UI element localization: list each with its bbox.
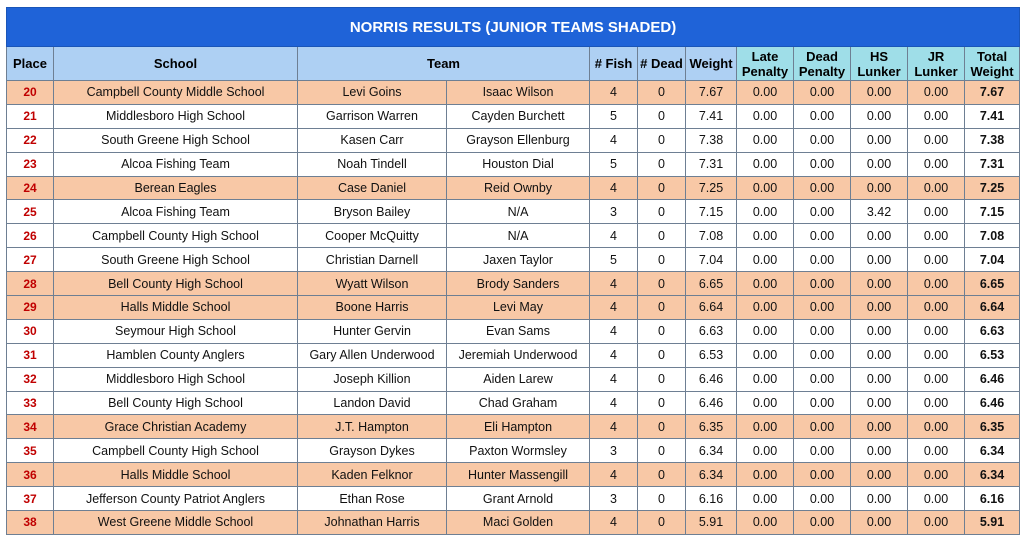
dead-penalty-cell: 0.00 bbox=[794, 463, 851, 487]
angler-2-cell: Paxton Wormsley bbox=[447, 439, 590, 463]
jr-lunker-cell: 0.00 bbox=[908, 81, 965, 105]
weight-cell: 7.15 bbox=[686, 200, 737, 224]
school-cell: Jefferson County Patriot Anglers bbox=[54, 487, 298, 511]
header-place: Place bbox=[7, 47, 54, 81]
place-cell: 21 bbox=[7, 104, 54, 128]
place-cell: 33 bbox=[7, 391, 54, 415]
hs-lunker-cell: 0.00 bbox=[851, 439, 908, 463]
place-cell: 36 bbox=[7, 463, 54, 487]
fish-count-cell: 4 bbox=[590, 319, 638, 343]
late-penalty-cell: 0.00 bbox=[737, 391, 794, 415]
dead-penalty-cell: 0.00 bbox=[794, 343, 851, 367]
total-weight-cell: 7.08 bbox=[965, 224, 1020, 248]
header-dead: # Dead bbox=[638, 47, 686, 81]
jr-lunker-cell: 0.00 bbox=[908, 272, 965, 296]
total-weight-cell: 7.31 bbox=[965, 152, 1020, 176]
weight-cell: 6.64 bbox=[686, 296, 737, 320]
fish-count-cell: 4 bbox=[590, 272, 638, 296]
weight-cell: 6.53 bbox=[686, 343, 737, 367]
late-penalty-cell: 0.00 bbox=[737, 176, 794, 200]
dead-penalty-cell: 0.00 bbox=[794, 511, 851, 535]
table-row bbox=[7, 439, 1020, 463]
place-cell: 29 bbox=[7, 296, 54, 320]
angler-2-cell: N/A bbox=[447, 224, 590, 248]
header-dead-penalty-line2: Penalty bbox=[798, 63, 846, 79]
hs-lunker-cell: 0.00 bbox=[851, 128, 908, 152]
angler-2-cell: Brody Sanders bbox=[447, 272, 590, 296]
header-total-weight-line2: Weight bbox=[970, 63, 1014, 79]
dead-penalty-cell: 0.00 bbox=[794, 367, 851, 391]
weight-cell: 7.31 bbox=[686, 152, 737, 176]
angler-1-cell: Kaden Felknor bbox=[298, 463, 447, 487]
school-cell: Campbell County High School bbox=[54, 439, 298, 463]
place-cell: 24 bbox=[7, 176, 54, 200]
header-hs-lunker-line2: Lunker bbox=[857, 63, 901, 79]
table-row bbox=[7, 200, 1020, 224]
jr-lunker-cell: 0.00 bbox=[908, 224, 965, 248]
dead-count-cell: 0 bbox=[638, 81, 686, 105]
results-body bbox=[7, 81, 1020, 535]
fish-count-cell: 4 bbox=[590, 511, 638, 535]
weight-cell: 6.46 bbox=[686, 391, 737, 415]
dead-penalty-cell: 0.00 bbox=[794, 487, 851, 511]
total-weight-cell: 6.63 bbox=[965, 319, 1020, 343]
dead-penalty-cell: 0.00 bbox=[794, 391, 851, 415]
angler-2-cell: Grant Arnold bbox=[447, 487, 590, 511]
jr-lunker-cell: 0.00 bbox=[908, 319, 965, 343]
school-cell: Grace Christian Academy bbox=[54, 415, 298, 439]
hs-lunker-cell: 0.00 bbox=[851, 104, 908, 128]
table-row bbox=[7, 152, 1020, 176]
dead-penalty-cell: 0.00 bbox=[794, 81, 851, 105]
dead-penalty-cell: 0.00 bbox=[794, 176, 851, 200]
late-penalty-cell: 0.00 bbox=[737, 224, 794, 248]
jr-lunker-cell: 0.00 bbox=[908, 511, 965, 535]
total-weight-cell: 6.34 bbox=[965, 463, 1020, 487]
header-jr-lunker bbox=[908, 47, 965, 81]
late-penalty-cell: 0.00 bbox=[737, 200, 794, 224]
fish-count-cell: 4 bbox=[590, 415, 638, 439]
header-dead-penalty-line1: Dead bbox=[806, 48, 838, 64]
angler-2-cell: Levi May bbox=[447, 296, 590, 320]
jr-lunker-cell: 0.00 bbox=[908, 439, 965, 463]
angler-1-cell: Ethan Rose bbox=[298, 487, 447, 511]
place-cell: 38 bbox=[7, 511, 54, 535]
table-row bbox=[7, 272, 1020, 296]
angler-1-cell: Bryson Bailey bbox=[298, 200, 447, 224]
angler-1-cell: Boone Harris bbox=[298, 296, 447, 320]
dead-count-cell: 0 bbox=[638, 248, 686, 272]
hs-lunker-cell: 0.00 bbox=[851, 272, 908, 296]
dead-penalty-cell: 0.00 bbox=[794, 128, 851, 152]
angler-1-cell: Cooper McQuitty bbox=[298, 224, 447, 248]
table-row bbox=[7, 391, 1020, 415]
fish-count-cell: 5 bbox=[590, 248, 638, 272]
jr-lunker-cell: 0.00 bbox=[908, 296, 965, 320]
dead-penalty-cell: 0.00 bbox=[794, 104, 851, 128]
late-penalty-cell: 0.00 bbox=[737, 367, 794, 391]
fish-count-cell: 3 bbox=[590, 487, 638, 511]
jr-lunker-cell: 0.00 bbox=[908, 415, 965, 439]
fish-count-cell: 4 bbox=[590, 391, 638, 415]
dead-penalty-cell: 0.00 bbox=[794, 415, 851, 439]
school-cell: Bell County High School bbox=[54, 391, 298, 415]
header-school: School bbox=[54, 47, 298, 81]
angler-1-cell: Wyatt Wilson bbox=[298, 272, 447, 296]
dead-count-cell: 0 bbox=[638, 415, 686, 439]
school-cell: Hamblen County Anglers bbox=[54, 343, 298, 367]
angler-2-cell: Cayden Burchett bbox=[447, 104, 590, 128]
angler-1-cell: Hunter Gervin bbox=[298, 319, 447, 343]
hs-lunker-cell: 0.00 bbox=[851, 319, 908, 343]
angler-1-cell: Kasen Carr bbox=[298, 128, 447, 152]
fish-count-cell: 5 bbox=[590, 152, 638, 176]
late-penalty-cell: 0.00 bbox=[737, 248, 794, 272]
angler-1-cell: J.T. Hampton bbox=[298, 415, 447, 439]
fish-count-cell: 4 bbox=[590, 367, 638, 391]
hs-lunker-cell: 0.00 bbox=[851, 248, 908, 272]
angler-2-cell: N/A bbox=[447, 200, 590, 224]
school-cell: Alcoa Fishing Team bbox=[54, 200, 298, 224]
table-row bbox=[7, 463, 1020, 487]
jr-lunker-cell: 0.00 bbox=[908, 176, 965, 200]
jr-lunker-cell: 0.00 bbox=[908, 367, 965, 391]
table-row bbox=[7, 367, 1020, 391]
hs-lunker-cell: 0.00 bbox=[851, 176, 908, 200]
total-weight-cell: 7.25 bbox=[965, 176, 1020, 200]
header-hs-lunker-line1: HS bbox=[869, 48, 889, 64]
late-penalty-cell: 0.00 bbox=[737, 81, 794, 105]
total-weight-cell: 7.38 bbox=[965, 128, 1020, 152]
hs-lunker-cell: 3.42 bbox=[851, 200, 908, 224]
total-weight-cell: 7.15 bbox=[965, 200, 1020, 224]
angler-2-cell: Jeremiah Underwood bbox=[447, 343, 590, 367]
dead-count-cell: 0 bbox=[638, 296, 686, 320]
fish-count-cell: 3 bbox=[590, 200, 638, 224]
header-jr-lunker-line2: Lunker bbox=[914, 63, 958, 79]
total-weight-cell: 7.04 bbox=[965, 248, 1020, 272]
jr-lunker-cell: 0.00 bbox=[908, 463, 965, 487]
table-row bbox=[7, 511, 1020, 535]
school-cell: Alcoa Fishing Team bbox=[54, 152, 298, 176]
school-cell: Berean Eagles bbox=[54, 176, 298, 200]
angler-1-cell: Christian Darnell bbox=[298, 248, 447, 272]
late-penalty-cell: 0.00 bbox=[737, 511, 794, 535]
dead-count-cell: 0 bbox=[638, 128, 686, 152]
weight-cell: 6.34 bbox=[686, 463, 737, 487]
school-cell: Campbell County Middle School bbox=[54, 81, 298, 105]
dead-count-cell: 0 bbox=[638, 272, 686, 296]
late-penalty-cell: 0.00 bbox=[737, 104, 794, 128]
weight-cell: 6.34 bbox=[686, 439, 737, 463]
dead-penalty-cell: 0.00 bbox=[794, 439, 851, 463]
dead-count-cell: 0 bbox=[638, 152, 686, 176]
late-penalty-cell: 0.00 bbox=[737, 296, 794, 320]
header-late-penalty-line1: Late bbox=[751, 48, 779, 64]
late-penalty-cell: 0.00 bbox=[737, 463, 794, 487]
place-cell: 31 bbox=[7, 343, 54, 367]
angler-2-cell: Jaxen Taylor bbox=[447, 248, 590, 272]
hs-lunker-cell: 0.00 bbox=[851, 391, 908, 415]
weight-cell: 7.08 bbox=[686, 224, 737, 248]
table-row bbox=[7, 81, 1020, 105]
dead-count-cell: 0 bbox=[638, 439, 686, 463]
table-row bbox=[7, 319, 1020, 343]
jr-lunker-cell: 0.00 bbox=[908, 104, 965, 128]
place-cell: 35 bbox=[7, 439, 54, 463]
header-fish: # Fish bbox=[590, 47, 638, 81]
dead-penalty-cell: 0.00 bbox=[794, 200, 851, 224]
total-weight-cell: 6.46 bbox=[965, 367, 1020, 391]
dead-penalty-cell: 0.00 bbox=[794, 224, 851, 248]
angler-2-cell: Isaac Wilson bbox=[447, 81, 590, 105]
header-weight: Weight bbox=[686, 47, 737, 81]
table-row bbox=[7, 415, 1020, 439]
angler-1-cell: Gary Allen Underwood bbox=[298, 343, 447, 367]
dead-count-cell: 0 bbox=[638, 391, 686, 415]
weight-cell: 5.91 bbox=[686, 511, 737, 535]
dead-penalty-cell: 0.00 bbox=[794, 296, 851, 320]
angler-1-cell: Grayson Dykes bbox=[298, 439, 447, 463]
angler-2-cell: Houston Dial bbox=[447, 152, 590, 176]
table-row bbox=[7, 104, 1020, 128]
angler-1-cell: Noah Tindell bbox=[298, 152, 447, 176]
dead-penalty-cell: 0.00 bbox=[794, 319, 851, 343]
fish-count-cell: 4 bbox=[590, 81, 638, 105]
dead-count-cell: 0 bbox=[638, 487, 686, 511]
hs-lunker-cell: 0.00 bbox=[851, 511, 908, 535]
late-penalty-cell: 0.00 bbox=[737, 415, 794, 439]
angler-2-cell: Hunter Massengill bbox=[447, 463, 590, 487]
fish-count-cell: 4 bbox=[590, 343, 638, 367]
late-penalty-cell: 0.00 bbox=[737, 128, 794, 152]
header-late-penalty bbox=[737, 47, 794, 81]
late-penalty-cell: 0.00 bbox=[737, 439, 794, 463]
weight-cell: 7.04 bbox=[686, 248, 737, 272]
angler-2-cell: Aiden Larew bbox=[447, 367, 590, 391]
dead-count-cell: 0 bbox=[638, 463, 686, 487]
dead-penalty-cell: 0.00 bbox=[794, 248, 851, 272]
place-cell: 30 bbox=[7, 319, 54, 343]
jr-lunker-cell: 0.00 bbox=[908, 152, 965, 176]
school-cell: Bell County High School bbox=[54, 272, 298, 296]
total-weight-cell: 6.35 bbox=[965, 415, 1020, 439]
late-penalty-cell: 0.00 bbox=[737, 487, 794, 511]
table-row bbox=[7, 343, 1020, 367]
angler-1-cell: Levi Goins bbox=[298, 81, 447, 105]
weight-cell: 6.16 bbox=[686, 487, 737, 511]
place-cell: 32 bbox=[7, 367, 54, 391]
total-weight-cell: 7.41 bbox=[965, 104, 1020, 128]
angler-2-cell: Evan Sams bbox=[447, 319, 590, 343]
dead-count-cell: 0 bbox=[638, 343, 686, 367]
total-weight-cell: 6.64 bbox=[965, 296, 1020, 320]
table-row bbox=[7, 176, 1020, 200]
place-cell: 37 bbox=[7, 487, 54, 511]
hs-lunker-cell: 0.00 bbox=[851, 367, 908, 391]
total-weight-cell: 5.91 bbox=[965, 511, 1020, 535]
table-title: NORRIS RESULTS (JUNIOR TEAMS SHADED) bbox=[7, 8, 1020, 47]
school-cell: Middlesboro High School bbox=[54, 104, 298, 128]
place-cell: 27 bbox=[7, 248, 54, 272]
fish-count-cell: 4 bbox=[590, 176, 638, 200]
angler-1-cell: Johnathan Harris bbox=[298, 511, 447, 535]
header-total-weight-line1: Total bbox=[976, 48, 1008, 64]
school-cell: South Greene High School bbox=[54, 248, 298, 272]
angler-2-cell: Reid Ownby bbox=[447, 176, 590, 200]
angler-2-cell: Grayson Ellenburg bbox=[447, 128, 590, 152]
hs-lunker-cell: 0.00 bbox=[851, 152, 908, 176]
results-table bbox=[6, 7, 1020, 535]
total-weight-cell: 6.16 bbox=[965, 487, 1020, 511]
late-penalty-cell: 0.00 bbox=[737, 319, 794, 343]
place-cell: 20 bbox=[7, 81, 54, 105]
header-dead-penalty bbox=[794, 47, 851, 81]
results-table-container bbox=[6, 7, 1019, 535]
dead-count-cell: 0 bbox=[638, 224, 686, 248]
jr-lunker-cell: 0.00 bbox=[908, 487, 965, 511]
hs-lunker-cell: 0.00 bbox=[851, 296, 908, 320]
weight-cell: 7.38 bbox=[686, 128, 737, 152]
hs-lunker-cell: 0.00 bbox=[851, 343, 908, 367]
weight-cell: 6.35 bbox=[686, 415, 737, 439]
jr-lunker-cell: 0.00 bbox=[908, 343, 965, 367]
angler-2-cell: Eli Hampton bbox=[447, 415, 590, 439]
hs-lunker-cell: 0.00 bbox=[851, 463, 908, 487]
dead-penalty-cell: 0.00 bbox=[794, 272, 851, 296]
jr-lunker-cell: 0.00 bbox=[908, 128, 965, 152]
place-cell: 34 bbox=[7, 415, 54, 439]
header-jr-lunker-line1: JR bbox=[927, 48, 945, 64]
total-weight-cell: 7.67 bbox=[965, 81, 1020, 105]
table-row bbox=[7, 487, 1020, 511]
school-cell: Seymour High School bbox=[54, 319, 298, 343]
fish-count-cell: 3 bbox=[590, 439, 638, 463]
angler-1-cell: Landon David bbox=[298, 391, 447, 415]
school-cell: South Greene High School bbox=[54, 128, 298, 152]
school-cell: Middlesboro High School bbox=[54, 367, 298, 391]
fish-count-cell: 4 bbox=[590, 463, 638, 487]
school-cell: Halls Middle School bbox=[54, 296, 298, 320]
header-total-weight bbox=[965, 47, 1020, 81]
school-cell: West Greene Middle School bbox=[54, 511, 298, 535]
place-cell: 23 bbox=[7, 152, 54, 176]
jr-lunker-cell: 0.00 bbox=[908, 391, 965, 415]
weight-cell: 7.25 bbox=[686, 176, 737, 200]
dead-count-cell: 0 bbox=[638, 176, 686, 200]
jr-lunker-cell: 0.00 bbox=[908, 248, 965, 272]
dead-count-cell: 0 bbox=[638, 319, 686, 343]
fish-count-cell: 4 bbox=[590, 128, 638, 152]
table-row bbox=[7, 296, 1020, 320]
hs-lunker-cell: 0.00 bbox=[851, 224, 908, 248]
weight-cell: 6.65 bbox=[686, 272, 737, 296]
angler-1-cell: Case Daniel bbox=[298, 176, 447, 200]
angler-1-cell: Garrison Warren bbox=[298, 104, 447, 128]
header-row bbox=[7, 47, 1020, 81]
weight-cell: 6.46 bbox=[686, 367, 737, 391]
dead-count-cell: 0 bbox=[638, 511, 686, 535]
hs-lunker-cell: 0.00 bbox=[851, 487, 908, 511]
fish-count-cell: 4 bbox=[590, 224, 638, 248]
fish-count-cell: 5 bbox=[590, 104, 638, 128]
dead-count-cell: 0 bbox=[638, 200, 686, 224]
table-row bbox=[7, 224, 1020, 248]
hs-lunker-cell: 0.00 bbox=[851, 81, 908, 105]
late-penalty-cell: 0.00 bbox=[737, 272, 794, 296]
dead-count-cell: 0 bbox=[638, 367, 686, 391]
place-cell: 22 bbox=[7, 128, 54, 152]
table-row bbox=[7, 248, 1020, 272]
table-row bbox=[7, 128, 1020, 152]
angler-2-cell: Chad Graham bbox=[447, 391, 590, 415]
total-weight-cell: 6.46 bbox=[965, 391, 1020, 415]
late-penalty-cell: 0.00 bbox=[737, 152, 794, 176]
dead-penalty-cell: 0.00 bbox=[794, 152, 851, 176]
weight-cell: 7.41 bbox=[686, 104, 737, 128]
weight-cell: 7.67 bbox=[686, 81, 737, 105]
angler-1-cell: Joseph Killion bbox=[298, 367, 447, 391]
header-team: Team bbox=[298, 47, 590, 81]
place-cell: 28 bbox=[7, 272, 54, 296]
total-weight-cell: 6.53 bbox=[965, 343, 1020, 367]
school-cell: Halls Middle School bbox=[54, 463, 298, 487]
total-weight-cell: 6.65 bbox=[965, 272, 1020, 296]
fish-count-cell: 4 bbox=[590, 296, 638, 320]
jr-lunker-cell: 0.00 bbox=[908, 200, 965, 224]
place-cell: 26 bbox=[7, 224, 54, 248]
total-weight-cell: 6.34 bbox=[965, 439, 1020, 463]
dead-count-cell: 0 bbox=[638, 104, 686, 128]
hs-lunker-cell: 0.00 bbox=[851, 415, 908, 439]
angler-2-cell: Maci Golden bbox=[447, 511, 590, 535]
weight-cell: 6.63 bbox=[686, 319, 737, 343]
school-cell: Campbell County High School bbox=[54, 224, 298, 248]
place-cell: 25 bbox=[7, 200, 54, 224]
header-late-penalty-line2: Penalty bbox=[741, 63, 789, 79]
late-penalty-cell: 0.00 bbox=[737, 343, 794, 367]
header-hs-lunker bbox=[851, 47, 908, 81]
